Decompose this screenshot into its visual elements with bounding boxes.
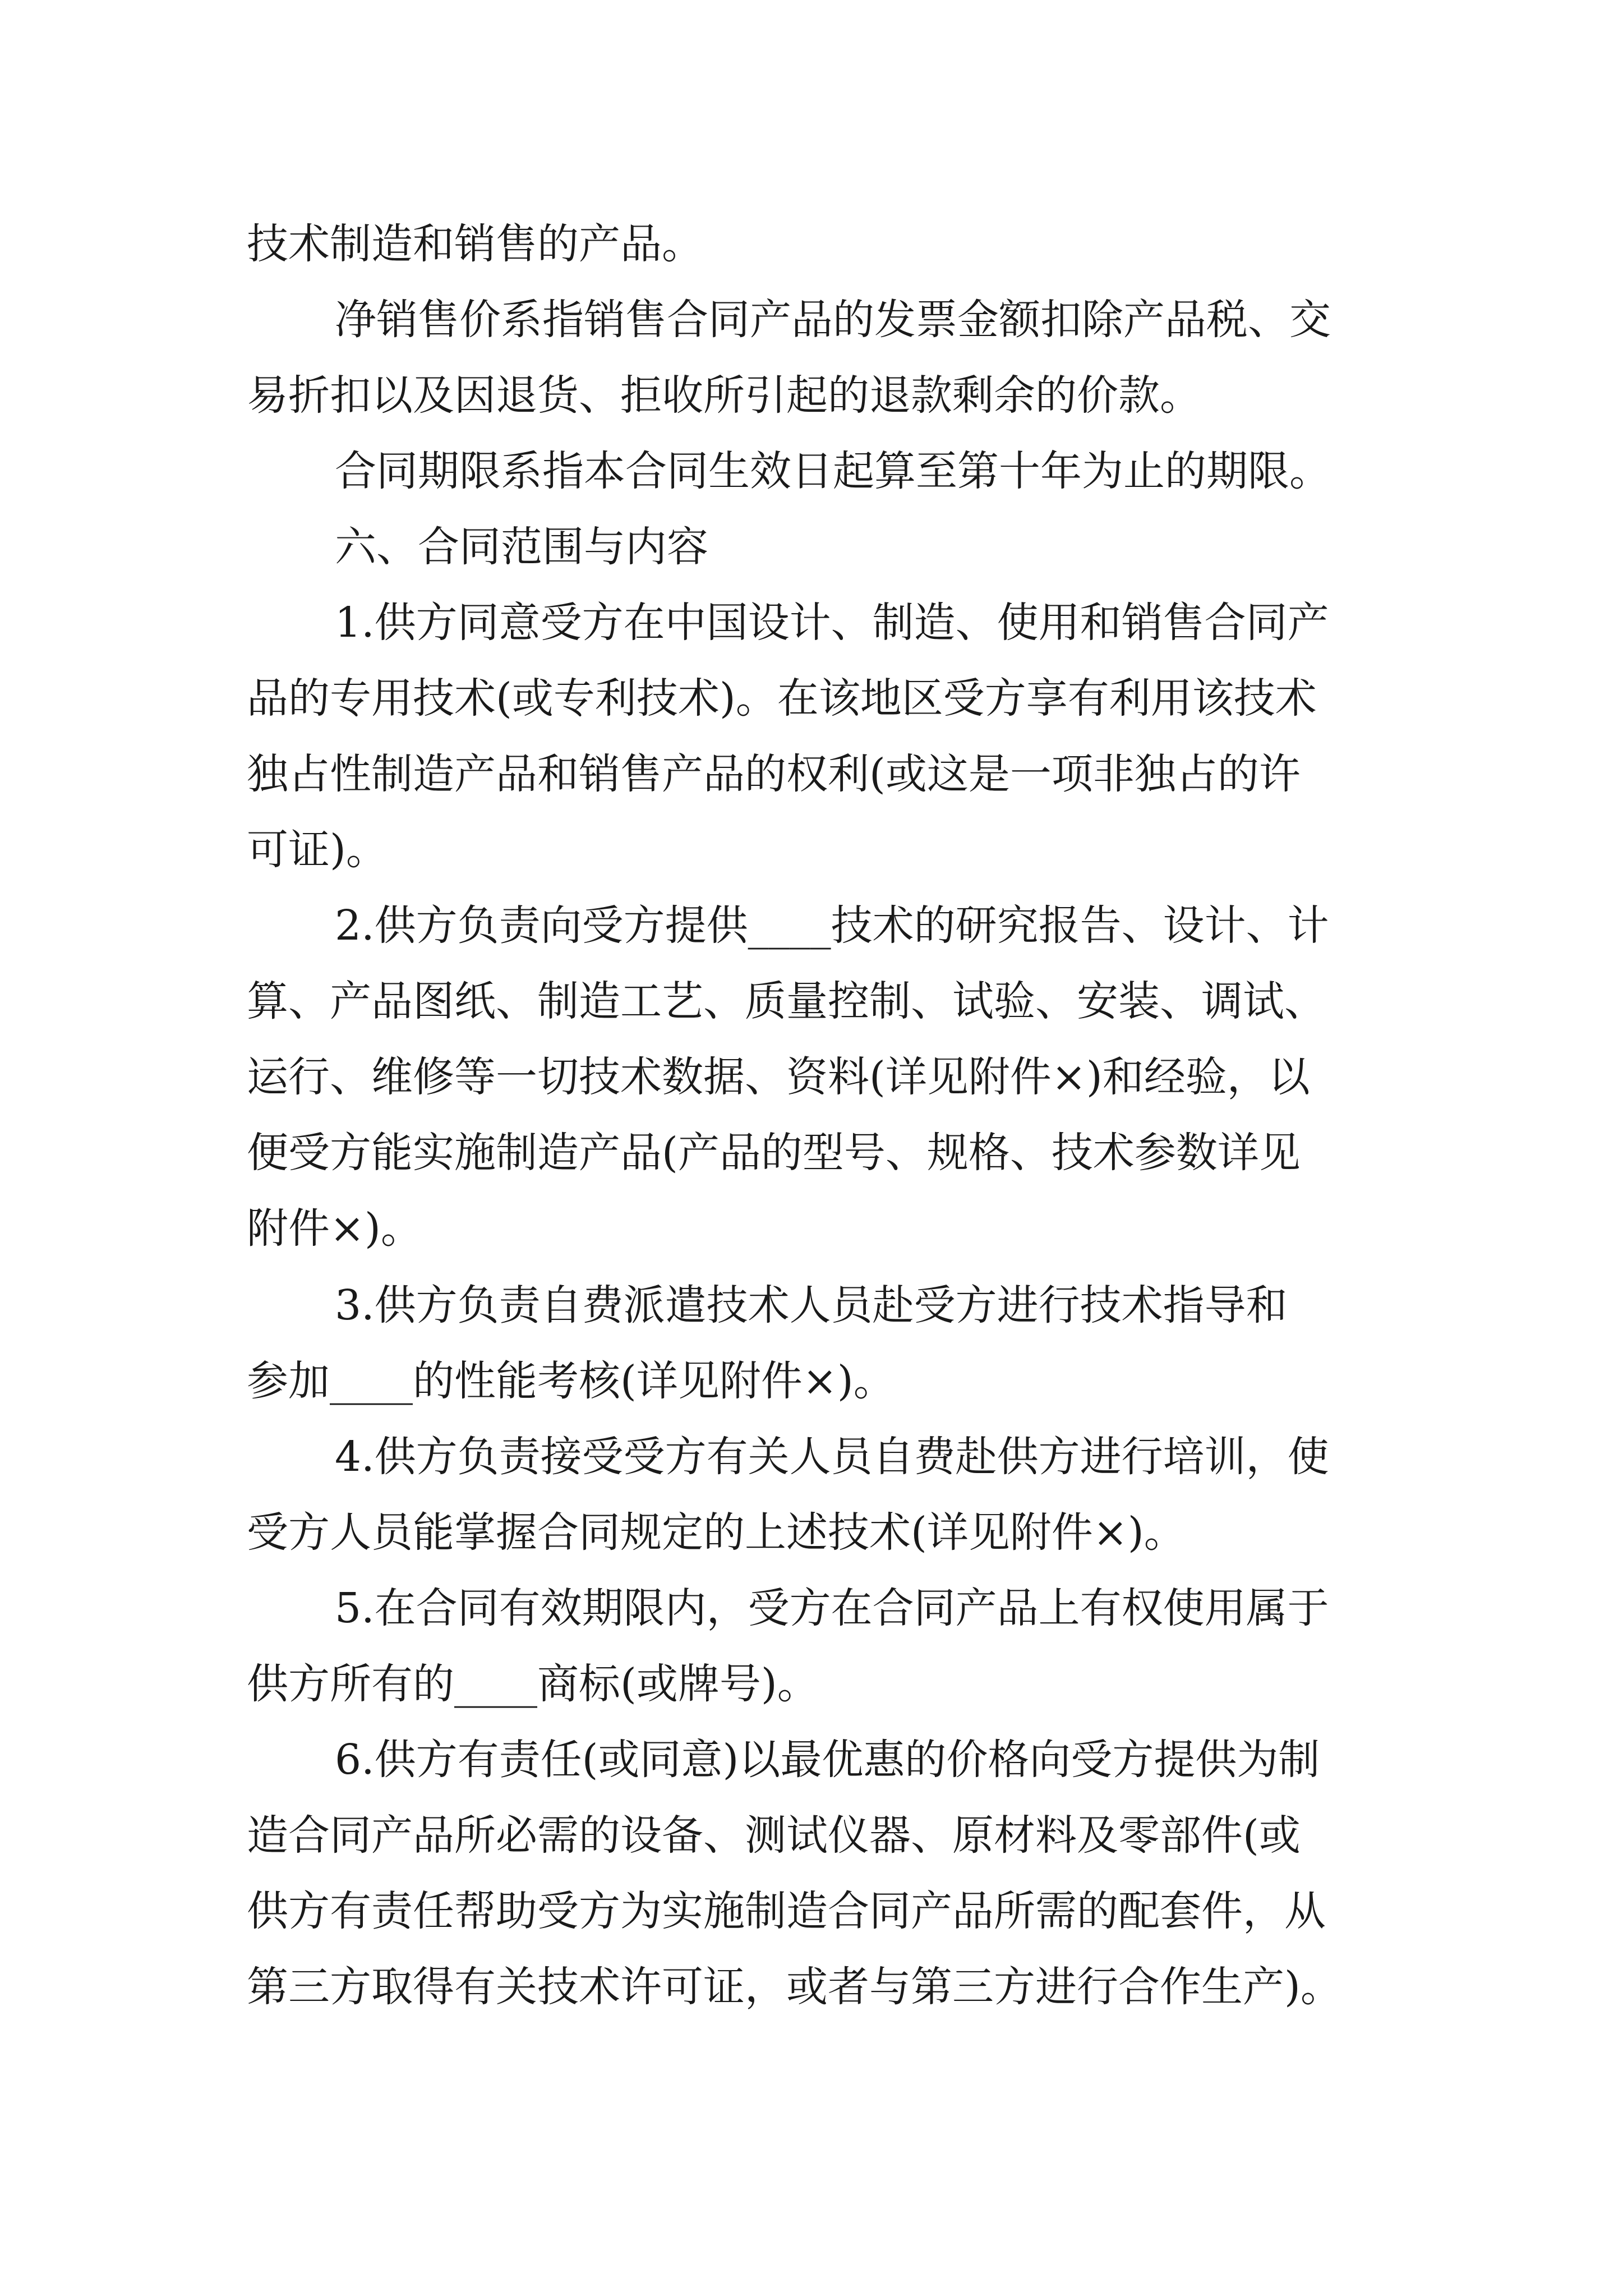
text-line: 受方人员能掌握合同规定的上述技术(详见附件×)。 bbox=[247, 1508, 1186, 1557]
text-line: 参加____的性能考核(详见附件×)。 bbox=[247, 1357, 895, 1405]
text-line: 供方有责任帮助受方为实施制造合同产品所需的配套件，从 bbox=[247, 1887, 1326, 1935]
text-line: 运行、维修等一切技术数据、资料(详见附件×)和经验，以 bbox=[247, 1053, 1310, 1101]
text-line: 算、产品图纸、制造工艺、质量控制、试验、安装、调试、 bbox=[247, 977, 1326, 1025]
text-line: 1.供方同意受方在中国设计、制造、使用和销售合同产 bbox=[335, 599, 1329, 647]
text-line: 品的专用技术(或专利技术)。在该地区受方享有利用该技术 bbox=[247, 674, 1317, 723]
text-line: 3.供方负责自费派遣技术人员赴受方进行技术指导和 bbox=[335, 1281, 1288, 1329]
text-line: 净销售价系指销售合同产品的发票金额扣除产品税、交 bbox=[335, 296, 1331, 344]
text-line: 可证)。 bbox=[247, 826, 388, 874]
text-line: 造合同产品所必需的设备、测试仪器、原材料及零部件(或 bbox=[247, 1811, 1301, 1860]
text-line: 合同期限系指本合同生效日起算至第十年为止的期限。 bbox=[335, 447, 1331, 495]
text-line: 2.供方负责向受方提供____技术的研究报告、设计、计 bbox=[335, 901, 1329, 950]
text-line: 易折扣以及因退货、拒收所引起的退款剩余的价款。 bbox=[247, 371, 1201, 420]
text-line: 便受方能实施制造产品(产品的型号、规格、技术参数详见 bbox=[247, 1129, 1301, 1177]
text-line: 独占性制造产品和销售产品的权利(或这是一项非独占的许 bbox=[247, 750, 1301, 798]
text-line: 6.供方有责任(或同意)以最优惠的价格向受方提供为制 bbox=[335, 1736, 1320, 1784]
text-line: 第三方取得有关技术许可证，或者与第三方进行合作生产)。 bbox=[247, 1963, 1342, 2011]
text-line: 技术制造和销售的产品。 bbox=[247, 220, 703, 268]
text-line: 4.供方负责接受受方有关人员自费赴供方进行培训，使 bbox=[335, 1433, 1329, 1481]
text-line: 附件×)。 bbox=[247, 1204, 422, 1253]
text-line: 5.在合同有效期限内，受方在合同产品上有权使用属于 bbox=[335, 1584, 1329, 1632]
section-heading: 六、合同范围与内容 bbox=[335, 523, 708, 571]
text-line: 供方所有的____商标(或牌号)。 bbox=[247, 1660, 819, 1708]
